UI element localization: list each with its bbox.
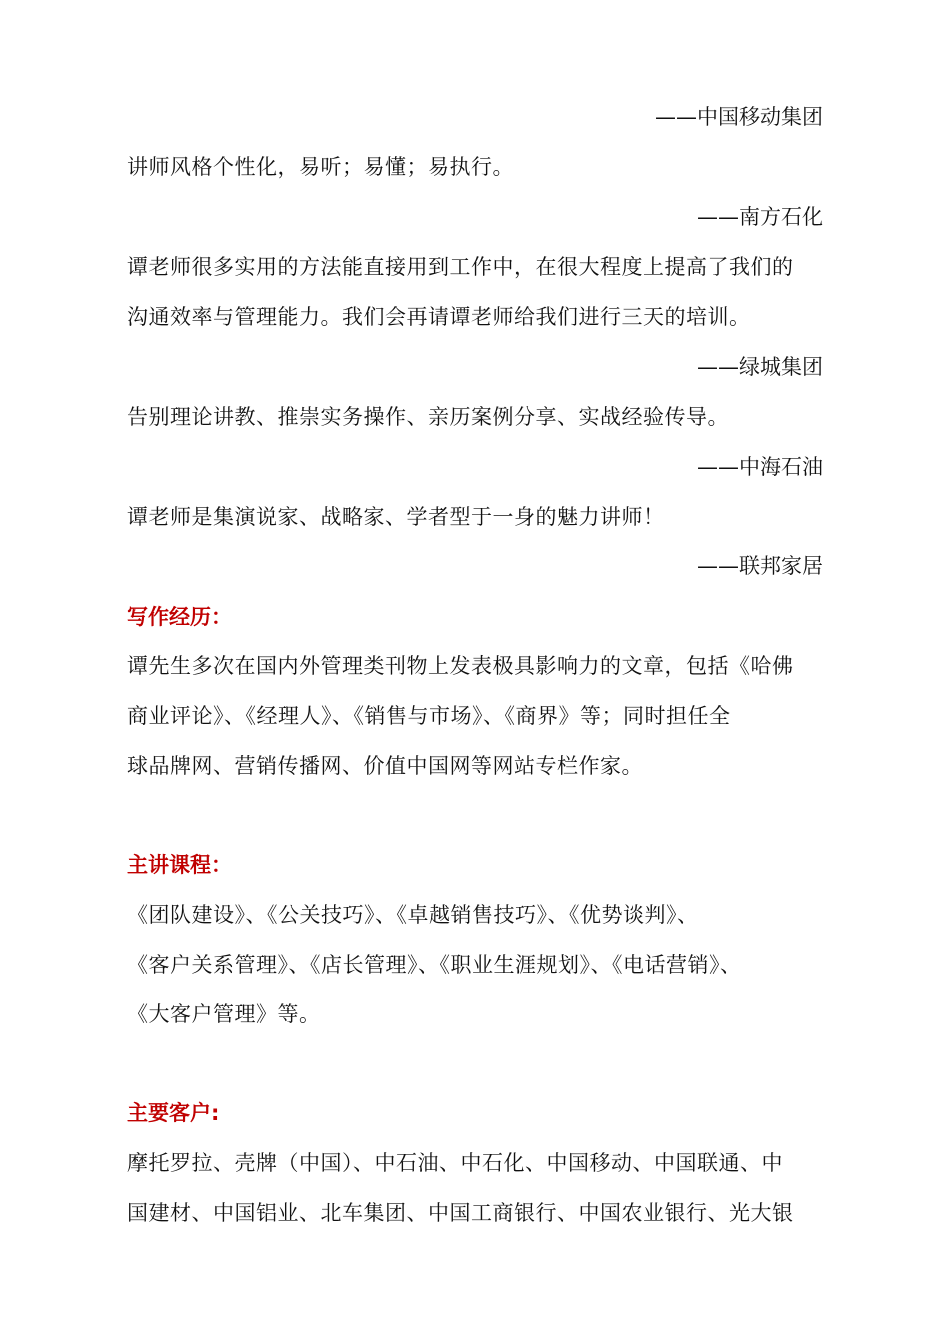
courses-paragraph-line: 《团队建设》、《公关技巧》、《卓越销售技巧》、《优势谈判》、 (127, 903, 699, 927)
testimonial-attribution: ——南方石化 (697, 205, 823, 229)
writing-paragraph-line: 谭先生多次在国内外管理类刊物上发表极具影响力的文章，包括《哈佛 (127, 654, 794, 678)
testimonial-attribution: ——联邦家居 (697, 554, 823, 578)
testimonial-text: 谭老师很多实用的方法能直接用到工作中，在很大程度上提高了我们的 (127, 255, 794, 279)
courses-paragraph-line: 《大客户管理》等。 (127, 1002, 321, 1026)
writing-paragraph-line: 商业评论》、《经理人》、《销售与市场》、《商界》等；同时担任全 (127, 704, 731, 728)
testimonial-text: 讲师风格个性化，易听；易懂；易执行。 (127, 155, 514, 179)
testimonial-text: 沟通效率与管理能力。我们会再请谭老师给我们进行三天的培训。 (127, 305, 751, 329)
courses-paragraph-line: 《客户关系管理》、《店长管理》、《职业生涯规划》、《电话营销》、 (127, 953, 742, 977)
section-heading-courses: 主讲课程： (127, 853, 232, 877)
section-heading-writing: 写作经历： (127, 605, 232, 629)
testimonial-attribution: ——绿城集团 (697, 355, 823, 379)
writing-paragraph-line: 球品牌网、营销传播网、价值中国网等网站专栏作家。 (127, 754, 643, 778)
section-heading-clients: 主要客户: (127, 1101, 220, 1125)
clients-paragraph-line: 摩托罗拉、壳牌（中国）、中石油、中石化、中国移动、中国联通、中 (127, 1151, 783, 1175)
testimonial-attribution: ——中国移动集团 (655, 105, 823, 129)
clients-paragraph-line: 国建材、中国铝业、北车集团、中国工商银行、中国农业银行、光大银 (127, 1201, 794, 1225)
testimonial-text: 告别理论讲教、推崇实务操作、亲历案例分享、实战经验传导。 (127, 405, 729, 429)
testimonial-attribution: ——中海石油 (697, 455, 823, 479)
testimonial-text: 谭老师是集演说家、战略家、学者型于一身的魅力讲师！ (127, 505, 665, 529)
